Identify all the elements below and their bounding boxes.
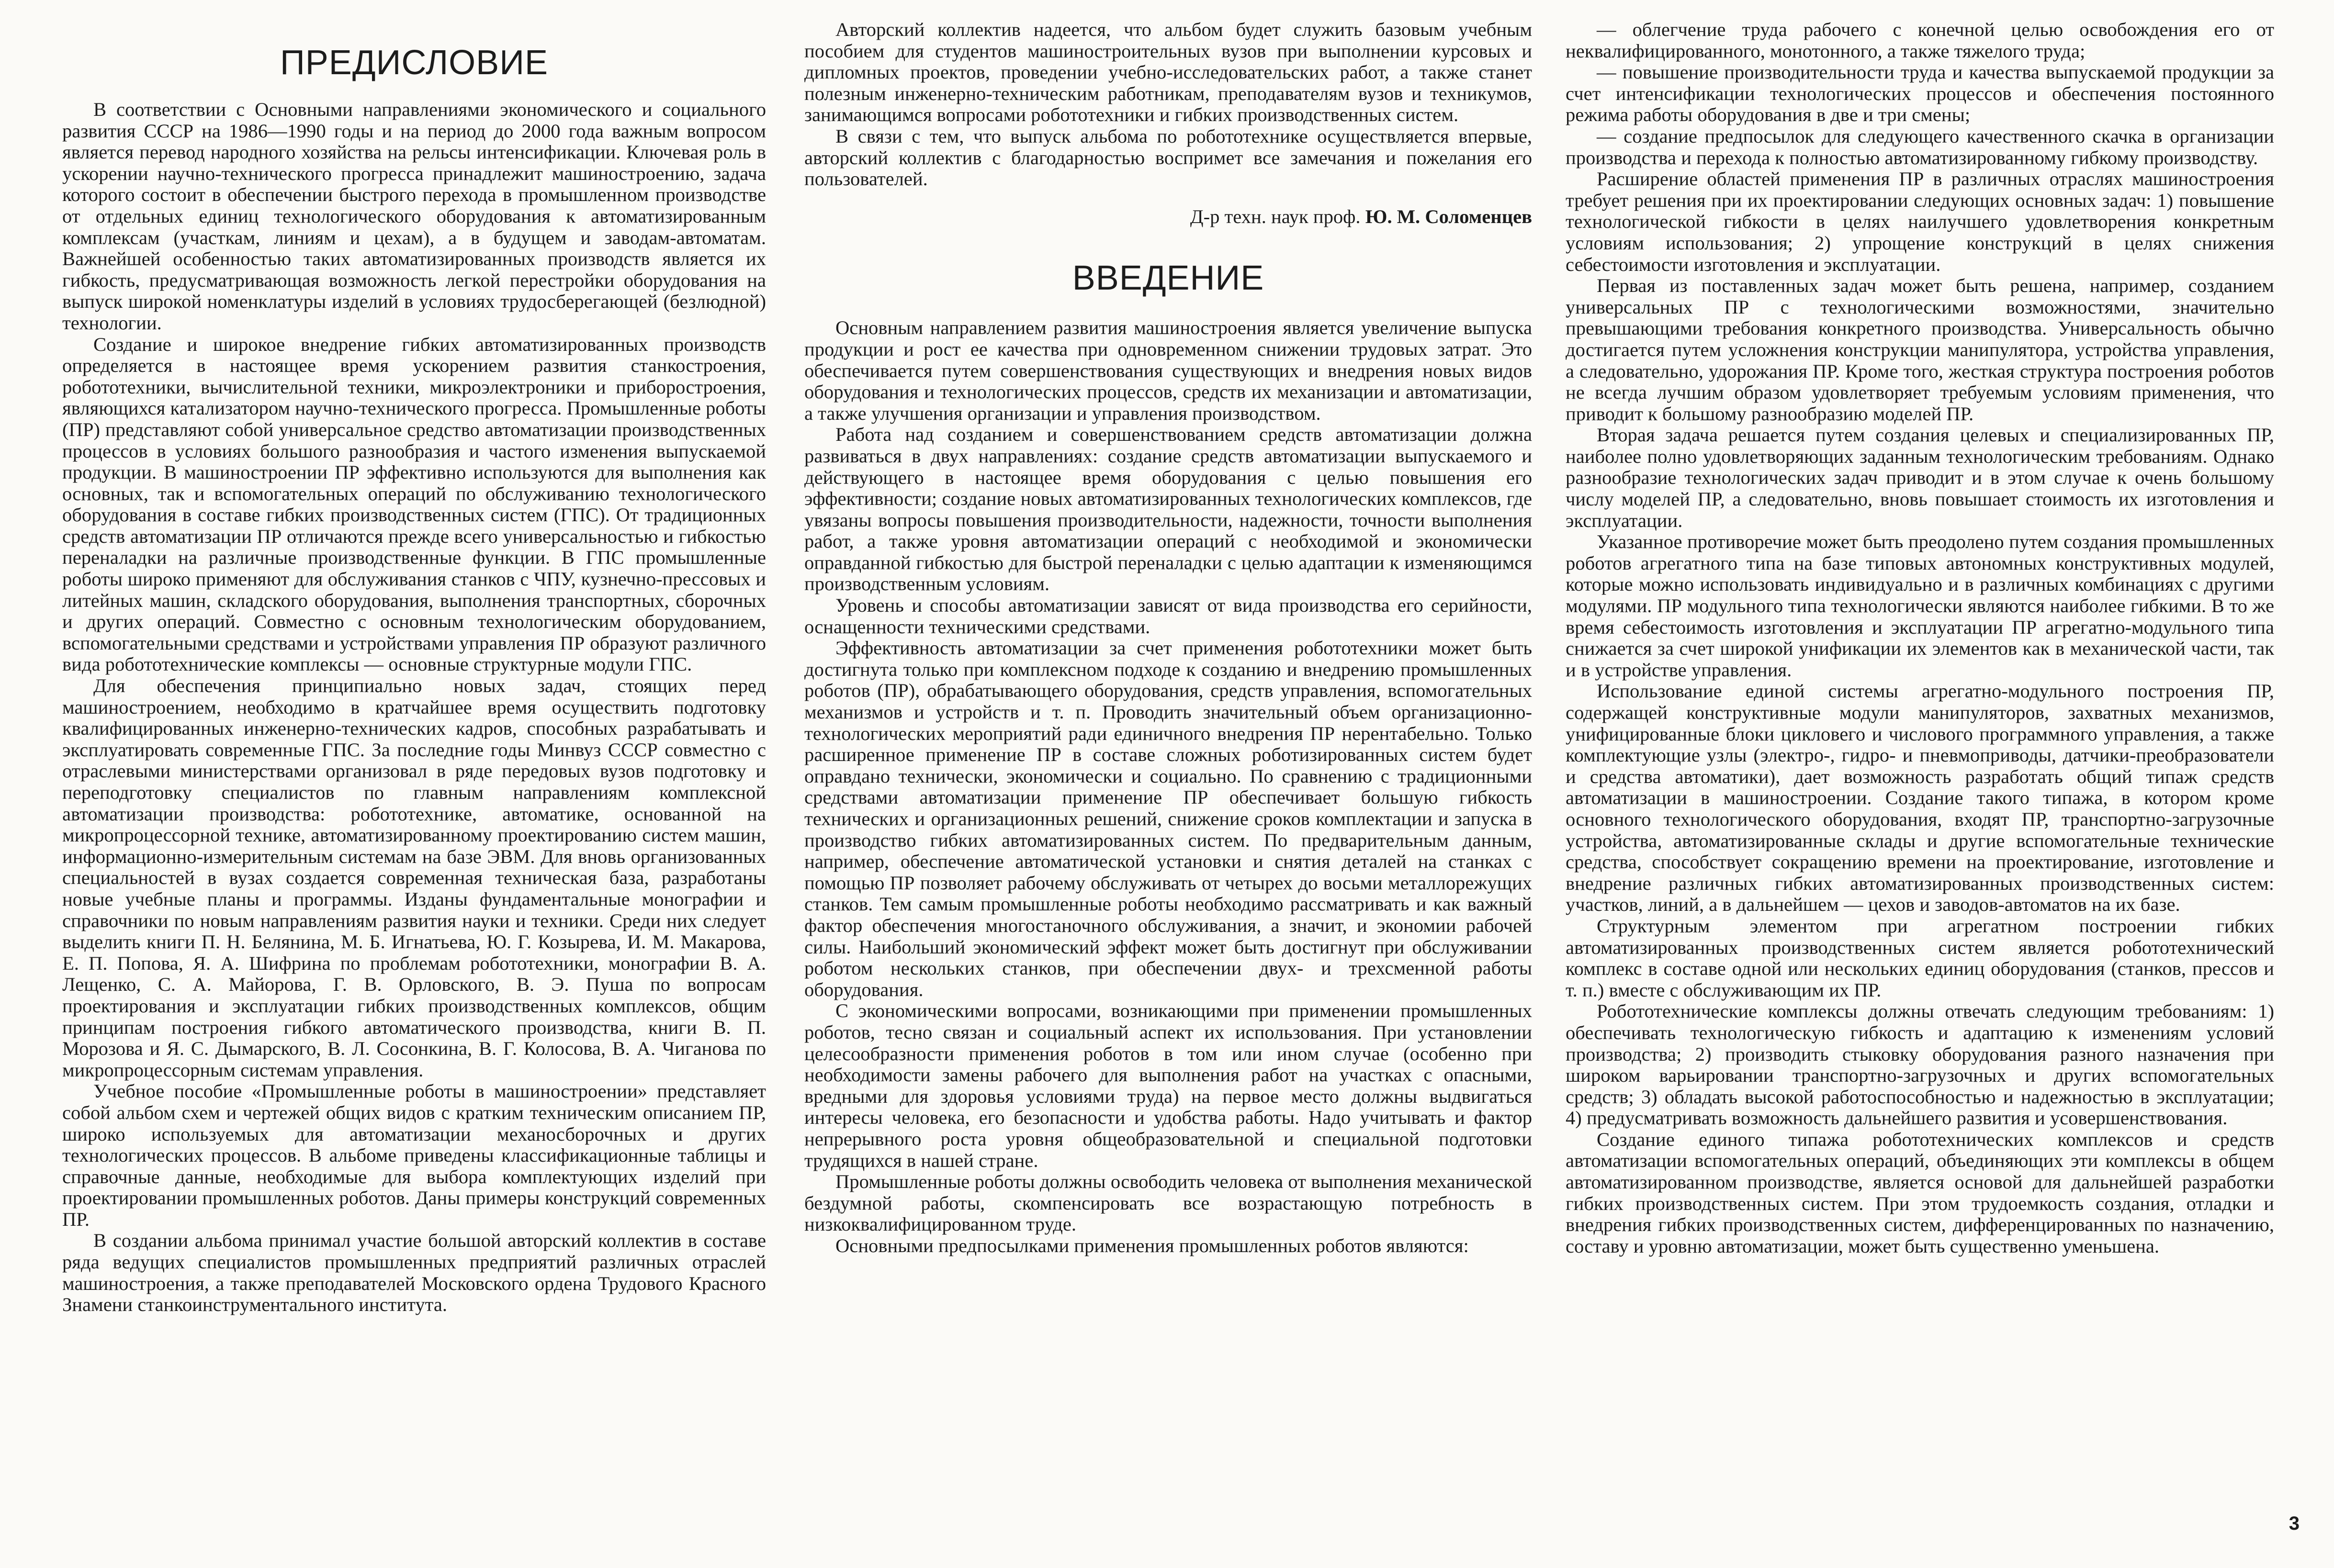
signature-prefix: Д-р техн. наук проф. (1190, 205, 1361, 227)
preface-paragraph: В создании альбома принимал участие большой авторский коллектив в составе ряда ведущих специалистов промышленных предприятий различных отраслей машиностроения, а также преподавателей Московского ордена Трудового Красного Знамени станкоинструментального института. (62, 1230, 766, 1316)
intro-paragraph: Основным направлением развития машиностроения является увеличение выпуска продукции и рост ее качества при одновременном снижении трудовых затрат. Это обеспечивается путем совершенствования существующих и внедрения новых видов оборудования и технологических процессов, средств их механизации и автоматизации, а также улучшения организации и управления производством. (804, 317, 1532, 424)
intro-paragraph: Первая из поставленных задач может быть решена, например, созданием универсальных ПР с технологическими возможностями, значительно превышающими требования конкретного производства. Универсальность обычно достигается путем усложнения конструкции манипулятора, устройства управления, а следовательно, удорожания ПР. Кроме того, жесткая структура построения роботов не всегда лучшим образом удовлетворяет требуемым условиям применения, что приводит к большому разнообразию моделей ПР. (1566, 275, 2274, 425)
intro-paragraph: Расширение областей применения ПР в различных отраслях машиностроения требует решения при их проектировании следующих основных задач: 1) повышение технологической гибкости в целях наилучшего удовлетворения конкретным условиям использования; 2) упрощение конструкций в целях снижения себестоимости изготовления и эксплуатации. (1566, 168, 2274, 275)
preface-paragraph: Авторский коллектив надеется, что альбом будет служить базовым учебным пособием для студентов машиностроительных вузов при выполнении курсовых и дипломных проектов, проведении учебно-исследовательских работ, а также станет полезным инженерно-техническим работникам, преподавателям вузов и техникумов, занимающимся вопросами робототехники и гибких производственных систем. (804, 19, 1532, 126)
column-right (1566, 19, 2274, 1257)
intro-list-item: — создание предпосылок для следующего качественного скачка в организации производства и перехода к полностью автоматизированному гибкому производству. (1566, 125, 2274, 168)
intro-paragraph: Робототехнические комплексы должны отвечать следующим требованиям: 1) обеспечивать технологическую гибкость и адаптацию к изменениям условий производства; 2) производить стыковку оборудования разного назначения при широком варьировании транспортно-загрузочных и других вспомогательных средств; 3) обладать высокой работоспособностью и надежностью в эксплуатации; 4) предусматривать возможность дальнейшего развития и усовершенствования. (1566, 1000, 2274, 1129)
preface-paragraph: Учебное пособие «Промышленные роботы в машиностроении» представляет собой альбом схем и чертежей общих видов с кратким техническим описанием ПР, широко используемых для автоматизации механосборочных и других технологических процессов. В альбоме приведены классификационные таблицы и справочные данные, необходимые для выбора комплектующих изделий при проектировании промышленных роботов. Даны примеры конструкций современных ПР. (62, 1080, 766, 1230)
intro-paragraph: Работа над созданием и совершенствованием средств автоматизации должна развиваться в двух направлениях: создание средств автоматизации выпускаемого и действующего в настоящее время оборудования с целью повышения его эффективности; создание новых автоматизированных технологических комплексов, где увязаны вопросы повышения производительности, надежности, точности выполнения работ, а также уровня автоматизации операций с необходимой и экономически оправданной гибкостью для быстрой переналадки с целью адаптации к изменяющимся производственным условиям. (804, 424, 1532, 595)
intro-paragraph: Вторая задача решается путем создания целевых и специализированных ПР, наиболее полно удовлетворяющих заданным технологическим требованиям. Однако разнообразие технологических задач приводит и в этом случае к очень большому числу моделей ПР, а следовательно, вновь повышает стоимость их изготовления и эксплуатации. (1566, 424, 2274, 531)
preface-paragraph: В соответствии с Основными направлениями экономического и социального развития СССР на 1986—1990 годы и на период до 2000 года важным вопросом является перевод народного хозяйства на рельсы интенсификации. Ключевая роль в ускорении научно-технического прогресса принадлежит машиностроению, задача которого состоит в обеспечении быстрого перехода в промышленном производстве от отдельных единиц технологического оборудования к автоматизированным комплексам (участкам, линиям и цехам), а в будущем и заводам-автоматам. Важнейшей особенностью таких автоматизированных производств является их гибкость, предусматривающая возможность легкой перестройки оборудования на выпуск широкой номенклатуры изделий в условиях трудосберегающей (безлюдной) технологии. (62, 99, 766, 334)
preface-paragraph: Создание и широкое внедрение гибких автоматизированных производств определяется в настоящее время ускорением развития станкостроения, робототехники, вычислительной техники, микроэлектроники и приборостроения, являющихся катализатором научно-технического прогресса. Промышленные роботы (ПР) представляют собой универсальное средство автоматизации производственных процессов в условиях большого разнообразия и частого изменения выпускаемой продукции. В машиностроении ПР эффективно используются для выполнения как основных, так и вспомогательных операций по обслуживанию технологического оборудования в составе гибких производственных систем (ГПС). От традиционных средств автоматизации ПР отличаются прежде всего универсальностью и гибкостью переналадки на различные производственные функции. В ГПС промышленные роботы широко применяют для обслуживания станков с ЧПУ, кузнечно-прессовых и литейных машин, складского оборудования, выполнения транспортных, сборочных и других операций. Совместно с основным технологическим оборудованием, вспомогательными средствами и устройствами управления ПР образуют различного вида робототехнические комплексы — основные структурные модули ГПС. (62, 333, 766, 675)
intro-list-item: — повышение производительности труда и качества выпускаемой продукции за счет интенсификации технологических процессов и обеспечения постоянного режима работы оборудования в две и три смены; (1566, 61, 2274, 126)
intro-list-item: — облегчение труда рабочего с конечной целью освобождения его от неквалифицированного, монотонного, а также тяжелого труда; (1566, 19, 2274, 62)
intro-paragraph: С экономическими вопросами, возникающими при применении промышленных роботов, тесно связан и социальный аспект их использования. При установлении целесообразности применения роботов в том или ином случае (особенно при необходимости замены рабочего для выполнения работ на участках с опасными, вредными для здоровья условиями труда) на первое место должны выдвигаться интересы человека, его безопасности и удобства работы. Надо учитывать и фактор непрерывного роста уровня общеобразовательной и специальной подготовки трудящихся в нашей стране. (804, 1000, 1532, 1171)
column-left (62, 19, 766, 1316)
preface-title: ПРЕДИСЛОВИЕ (280, 44, 548, 82)
signature-name: Ю. М. Соломенцев (1365, 205, 1532, 227)
intro-paragraph: Использование единой системы агрегатно-модульного построения ПР, содержащей конструктивные модули манипуляторов, захватных механизмов, унифицированные блоки цикловего и числового программного управления, а также комплектующие узлы (электро-, гидро- и пневмоприводы, датчики-преобразователи и средства автоматики), дает возможность разработать общий типаж средств автоматизации в машиностроении. Создание такого типажа, в котором кроме основного технологического оборудования, входят ПР, транспортно-загрузочные устройства, автоматизированные склады и другие вспомогательные технические средства, способствует сокращению времени на проектирование, изготовление и внедрение различных гибких автоматизированных производственных систем: участков, линий, а в дальнейшем — цехов и заводов-автоматов на их базе. (1566, 680, 2274, 916)
intro-paragraph: Эффективность автоматизации за счет применения робототехники может быть достигнута только при комплексном подходе к созданию и внедрению промышленных роботов (ПР), обрабатывающего оборудования, средств управления, вспомогательных механизмов и устройств и т. п. Проводить значительный объем организационно-технологических мероприятий ради единичного внедрения ПР нерентабельно. Только расширенное применение ПР в составе сложных роботизированных систем будет оправдано технически, экономически и социально. По сравнению с традиционными средствами автоматизации применение ПР обеспечивает большую гибкость технических и организационных решений, снижение сроков комплектации и запуска в производство гибких автоматизированных систем. По предварительным данным, например, обеспечение автоматической установки и снятия деталей на станках с помощью ПР позволяет рабочему обслуживать от четырех до восьми металлорежущих станков. Тем самым промышленные роботы необходимо рассматривать и как важный фактор обеспечения многостаночного обслуживания, а значит, и экономии рабочей силы. Наибольший экономический эффект может быть достигнут при обслуживании роботом нескольких станков, при обеспечении двух- и трехсменной работы оборудования. (804, 637, 1532, 1000)
intro-paragraph: Уровень и способы автоматизации зависят от вида производства его серийности, оснащенности техническими средствами. (804, 594, 1532, 638)
preface-paragraph: Для обеспечения принципиально новых задач, стоящих перед машиностроением, необходимо в кратчайшее время осуществить подготовку квалифицированных инженерно-технических кадров, способных разрабатывать и эксплуатировать современные ГПС. За последние годы Минвуз СССР совместно с отраслевыми министерствами организовал в ряде передовых вузов подготовку и переподготовку специалистов по главным направлениям комплексной автоматизации производства: робототехнике, автоматике, основанной на микропроцессорной технике, автоматизированному проектированию систем машин, информационно-измерительным системам на базе ЭВМ. Для вновь организованных специальностей в вузах создается современная техническая база, разработаны новые учебные планы и программы. Изданы фундаментальные монографии и справочники по новым направлениям развития науки и техники. Среди них следует выделить книги П. Н. Белянина, М. Б. Игнатьева, Ю. Г. Козырева, И. М. Макарова, Е. П. Попова, Я. А. Шифрина по проблемам робототехники, монографии В. А. Лещенко, С. А. Майорова, Г. В. Орловского, В. Э. Пуша по вопросам проектирования и эксплуатации гибких производственных комплексов, общим принципам построения гибкого автоматического производства, книги В. П. Морозова и Я. С. Дымарского, В. Л. Сосонкина, В. Г. Колосова, В. А. Чиганова по микропроцессорным системам управления. (62, 675, 766, 1081)
column-middle (804, 19, 1532, 1256)
preface-paragraph: В связи с тем, что выпуск альбома по робототехнике осуществляется впервые, авторский коллектив с благодарностью воспримет все замечания и пожелания его пользователей. (804, 125, 1532, 190)
introduction-title: ВВЕДЕНИЕ (1072, 259, 1264, 298)
page-number: 3 (2289, 1513, 2300, 1534)
preface-signature (804, 206, 1532, 228)
intro-paragraph: Основными предпосылками применения промышленных роботов являются: (835, 1234, 1469, 1256)
intro-paragraph: Структурным элементом при агрегатном построении гибких автоматизированных производственных систем является робототехнический комплекс в составе одной или нескольких единиц оборудования (станков, прессов и т. п.) вместе с обслуживающим их ПР. (1566, 915, 2274, 1001)
intro-paragraph: Промышленные роботы должны освободить человека от выполнения механической бездумной работы, скомпенсировать все возрастающую потребность в низкоквалифицированном труде. (804, 1171, 1532, 1235)
intro-paragraph: Указанное противоречие может быть преодолено путем создания промышленных роботов агрегатного типа на базе типовых автономных конструктивных модулей, которые можно использовать индивидуально и в различных комбинациях с другими модулями. ПР модульного типа технологически являются наиболее гибкими. В то же время себестоимость изготовления и эксплуатации ПР агрегатно-модульного типа снижается за счет широкой унификации их элементов как в механической части, так и в устройстве управления. (1566, 531, 2274, 681)
intro-paragraph: Создание единого типажа робототехнических комплексов и средств автоматизации вспомогательных операций, объединяющих эти комплексы в общем автоматизированном производстве, является основой для дальнейшей разработки гибких производственных систем. При этом трудоемкость создания, отладки и внедрения гибких производственных систем, дифференцированных по назначению, составу и уровню автоматизации, может быть существенно уменьшена. (1566, 1128, 2274, 1257)
